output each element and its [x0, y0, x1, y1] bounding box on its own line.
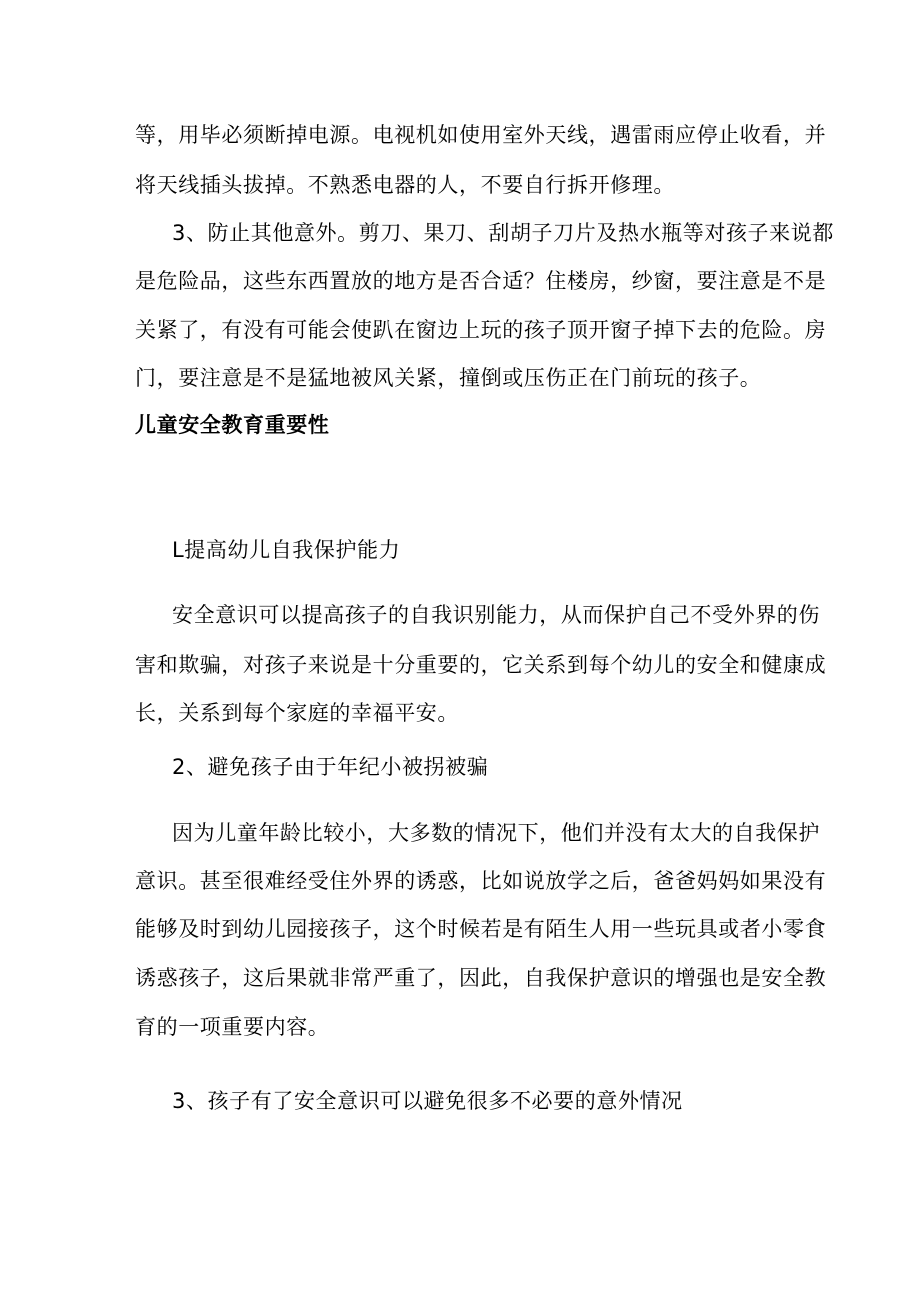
item-2-body-line-1: 因为儿童年龄比较小，大多数的情况下，他们并没有太大的自我保护 — [172, 821, 820, 845]
section-heading: 儿童安全教育重要性 — [135, 413, 330, 437]
paragraph-2-line-2: 是危险品，这些东西置放的地方是否合适？住楼房，纱窗，要注意是不是 — [135, 269, 827, 293]
item-1-heading: L提高幼儿自我保护能力 — [172, 538, 401, 562]
paragraph-2-line-3: 关紧了，有没有可能会使趴在窗边上玩的孩子顶开窗子掉下去的危险。房 — [135, 318, 827, 342]
item-1-body-line-3: 长，关系到每个家庭的幸福平安。 — [135, 701, 459, 725]
item-2-heading: 2、避免孩子由于年纪小被拐被骗 — [172, 755, 489, 779]
item-2-body-line-3: 能够及时到幼儿园接孩子，这个时候若是有陌生人用一些玩具或者小零食 — [135, 917, 827, 941]
paragraph-2-line-1: 3、防止其他意外。剪刀、果刀、刮胡子刀片及热水瓶等对孩子来说都 — [172, 221, 834, 245]
paragraph-1-line-1: 等，用毕必须断掉电源。电视机如使用室外天线，遇雷雨应停止收看，并 — [135, 123, 827, 147]
paragraph-2-line-4: 门，要注意是不是猛地被风关紧，撞倒或压伤正在门前玩的孩子。 — [135, 366, 762, 390]
item-1-body-line-1: 安全意识可以提高孩子的自我识别能力，从而保护自己不受外界的伤 — [172, 603, 820, 627]
item-2-body-line-2: 意识。甚至很难经受住外界的诱惑，比如说放学之后，爸爸妈妈如果没有 — [135, 869, 827, 893]
item-2-body-line-5: 育的一项重要内容。 — [135, 1015, 330, 1039]
item-1-body-line-2: 害和欺骗，对孩子来说是十分重要的，它关系到每个幼儿的安全和健康成 — [135, 653, 827, 677]
item-2-body-line-4: 诱惑孩子，这后果就非常严重了，因此，自我保护意识的增强也是安全教 — [135, 966, 827, 990]
item-3-heading: 3、孩子有了安全意识可以避免很多不必要的意外情况 — [172, 1089, 683, 1113]
paragraph-1-line-2: 将天线插头拔掉。不熟悉电器的人，不要自行拆开修理。 — [135, 173, 675, 197]
